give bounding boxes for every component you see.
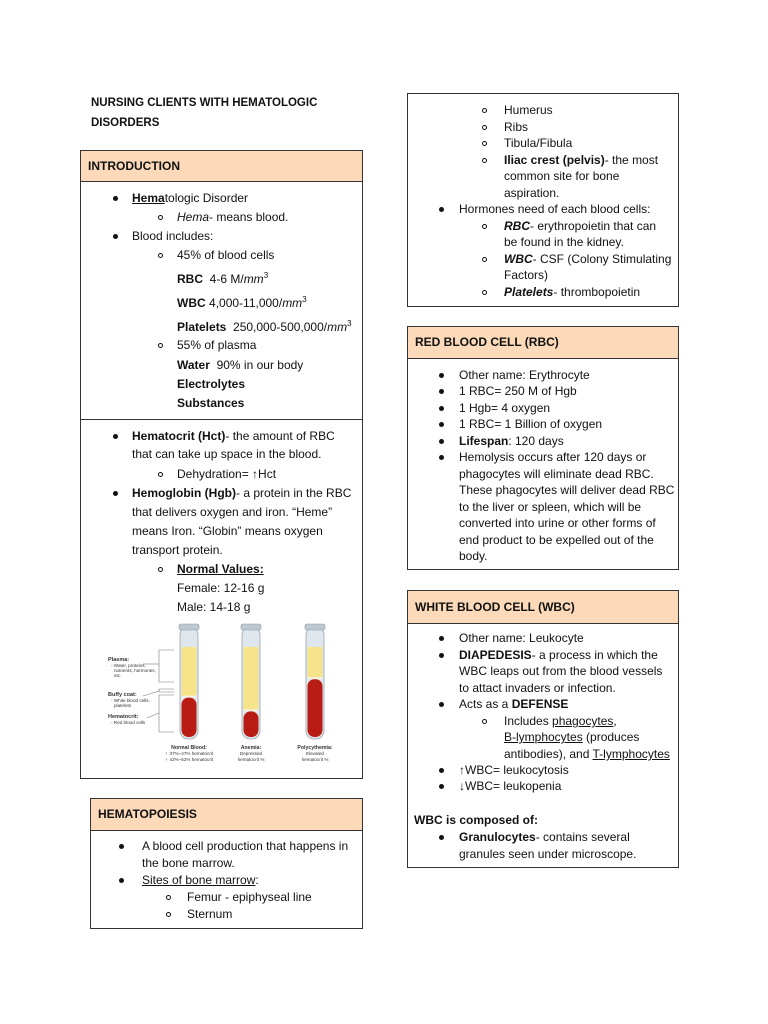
hema-def-rest: - means blood. <box>209 210 289 224</box>
blymph-line <box>504 730 639 744</box>
female-value: Female: 12-16 g <box>177 581 265 595</box>
hemolysis-line7: body. <box>459 549 488 563</box>
buffy-title: Buffy coat: <box>108 692 137 698</box>
cells-percentage: 45% of blood cells <box>177 248 275 262</box>
bullet-icon <box>113 434 118 439</box>
rbc-lifespan <box>459 434 564 448</box>
granulocytes-line2: granules seen under microscope. <box>459 847 637 861</box>
diapedesis-line1: - a process in which the <box>531 648 658 662</box>
ribs-item: Ribs <box>504 120 529 134</box>
buffy-desc-1: - White blood cells, <box>111 698 150 703</box>
rbc-fact-3: 1 RBC= 1 Billion of oxygen <box>459 417 603 431</box>
tube-cap-polycythemia <box>305 624 325 630</box>
granulocytes-line1: - contains several <box>535 830 630 844</box>
hematologic-disorder-item <box>132 191 248 205</box>
bullet-icon <box>119 844 124 849</box>
circle-bullet-icon <box>158 215 163 220</box>
bracket-lines <box>143 650 174 732</box>
hemolysis-line5: converted into urine or other forms of <box>459 516 656 530</box>
unit: mm <box>243 272 264 286</box>
rbc-hormone <box>504 219 656 233</box>
wbc-other-name: Other name: Leukocyte <box>459 631 584 645</box>
sites-of-bone-marrow <box>142 873 259 887</box>
rbc-hormone-term: RBC <box>504 219 530 233</box>
bullet-icon <box>113 196 118 201</box>
sites-colon: : <box>255 873 259 887</box>
granulocytes-term: Granulocytes <box>459 830 536 844</box>
tube-line-normal-2: ♂ 42%–52% hematocrit <box>164 757 214 762</box>
wbc-hormone-line1: - CSF (Colony Stimulating <box>532 252 672 266</box>
tube-line-polycythemia-2: hematocrit % <box>301 757 329 762</box>
bullet-icon <box>439 373 444 378</box>
bullet-icon <box>439 702 444 707</box>
circle-bullet-icon <box>482 108 487 113</box>
includes-item <box>504 714 617 728</box>
tube-cap-normal <box>179 624 199 630</box>
iliac-line2: common site for bone <box>504 169 620 183</box>
sternum-item: Sternum <box>187 907 233 921</box>
rbc-hormone-line2: be found in the kidney. <box>504 235 624 249</box>
dehydration-item: Dehydration= ↑Hct <box>177 467 277 481</box>
rbc-other-name: Other name: Erythrocyte <box>459 368 590 382</box>
hct-line1: - the amount of RBC <box>225 429 335 443</box>
hemolysis-line6: end product to be expelled out of the <box>459 533 654 547</box>
hema-def-term: Hema <box>177 210 210 224</box>
bullet-icon <box>439 455 444 460</box>
substances-item: Substances <box>177 396 245 410</box>
hematopoiesis-def-line1: A blood cell production that happens in <box>142 839 349 853</box>
bullet-icon <box>113 234 118 239</box>
platelets-hormone <box>504 285 640 299</box>
tibula-item: Tibula/Fibula <box>504 136 573 150</box>
plasma-desc-2: nutrients, hormones, <box>114 668 156 673</box>
hematopoiesis-continued-box <box>407 93 679 307</box>
bullet-icon <box>439 784 444 789</box>
wbc-header: WHITE BLOOD CELL (WBC) <box>408 591 678 624</box>
plasma-title: Plasma: <box>108 657 130 663</box>
platelets-hormone-term: Platelets <box>504 285 554 299</box>
figure-labels <box>108 657 333 762</box>
bullet-icon <box>439 207 444 212</box>
bullet-icon <box>439 768 444 773</box>
tube-buffy-anemia <box>244 709 259 711</box>
hgb-line1: - a protein in the RBC <box>235 486 352 500</box>
rbc-box <box>407 326 679 570</box>
male-value: Male: 14-18 g <box>177 600 251 614</box>
wbc-label: WBC <box>177 296 206 310</box>
hct-term: Hematocrit (Hct) <box>132 429 226 443</box>
hgb-line2: that delivers oxygen and iron. “Heme” <box>132 505 333 519</box>
unit-exponent: 3 <box>302 295 307 304</box>
circle-bullet-icon <box>166 895 171 900</box>
wbc-hormone-term: WBC <box>504 252 533 266</box>
circle-bullet-icon <box>158 343 163 348</box>
hematopoiesis-box <box>90 798 363 929</box>
circle-bullet-icon <box>482 257 487 262</box>
water-item <box>177 358 303 372</box>
tube-buffy-normal <box>182 696 197 698</box>
hgb-line3: means Iron. “Globin” means oxygen <box>132 524 323 538</box>
rbc-fact-1: 1 RBC= 250 M of Hgb <box>459 384 577 398</box>
platelet-count <box>177 319 352 334</box>
water-value: 90% in our body <box>216 358 304 372</box>
diapedesis-line2: WBC leaps out from the blood vessels <box>459 664 663 678</box>
wbc-hormone <box>504 252 671 266</box>
tlymph-line <box>504 747 670 761</box>
tube-line-anemia-1: Depressed <box>239 751 263 756</box>
bullet-icon <box>439 636 444 641</box>
t-lymphocytes-term: T-lymphocytes <box>592 747 670 761</box>
normal-values-heading: Normal Values: <box>177 562 264 576</box>
bullet-icon <box>439 439 444 444</box>
leukocytosis-item: ↑WBC= leukocytosis <box>459 763 569 777</box>
femur-item: Femur - epiphyseal line <box>187 890 312 904</box>
tube-plasma-polycythemia <box>308 647 323 679</box>
comma: , <box>613 714 617 728</box>
hematocrit-item <box>132 429 335 443</box>
hgb-term: Hemoglobin (Hgb) <box>132 486 236 500</box>
iliac-term: Iliac crest (pelvis) <box>504 153 605 167</box>
hemolysis-line1: Hemolysis occurs after 120 days or <box>459 450 647 464</box>
circle-bullet-icon <box>482 719 487 724</box>
tube-title-anemia: Anemia: <box>240 745 262 751</box>
tube-plasma-anemia <box>244 647 259 711</box>
tubes-group <box>179 624 325 739</box>
bullet-icon <box>439 653 444 658</box>
lifespan-rest: : 120 days <box>508 434 564 448</box>
circle-bullet-icon <box>158 472 163 477</box>
tube-rbc-anemia <box>244 711 259 737</box>
tube-title-polycythemia: Polycythemia: <box>297 745 333 751</box>
rbc-count <box>177 271 268 286</box>
platelets-hormone-line1: - thrombopoietin <box>553 285 641 299</box>
circle-bullet-icon <box>482 224 487 229</box>
circle-bullet-icon <box>482 290 487 295</box>
iliac-line3: aspiration. <box>504 186 560 200</box>
hemolysis-line2: phagocytes will eliminate dead RBC. <box>459 467 654 481</box>
tube-line-polycythemia-1: Elevated <box>306 751 324 756</box>
introduction-box <box>80 150 363 779</box>
diapedesis-item <box>459 648 658 662</box>
acts-as: Acts as a <box>459 697 512 711</box>
hormones-item: Hormones need of each blood cells: <box>459 202 651 216</box>
lifespan-term: Lifespan <box>459 434 509 448</box>
tube-buffy-polycythemia <box>308 677 323 679</box>
phagocytes-term: phagocytes <box>552 714 614 728</box>
tube-line-normal-1: ♀ 37%–47% hematocrit <box>164 751 214 756</box>
bullet-icon <box>439 389 444 394</box>
hema-rest: tologic Disorder <box>164 191 249 205</box>
humerus-item: Humerus <box>504 103 553 117</box>
tube-line-anemia-2: hematocrit % <box>237 757 265 762</box>
wbc-hormone-line2: Factors) <box>504 268 549 282</box>
antibodies-text: antibodies), and <box>504 747 593 761</box>
iliac-line1: - the most <box>604 153 659 167</box>
platelets-label: Platelets <box>177 320 227 334</box>
water-label: Water <box>177 358 210 372</box>
rbc-hormone-line1: - erythropoietin that can <box>530 219 657 233</box>
plasma-desc-1: - Water, proteins, <box>111 663 146 668</box>
wbc-value: 4,000-11,000/ <box>209 296 283 310</box>
unit: mm <box>327 320 348 334</box>
blood-includes: Blood includes: <box>132 229 214 243</box>
plasma-desc-3: etc. <box>114 673 122 678</box>
circle-bullet-icon <box>166 912 171 917</box>
document-title: NURSING CLIENTS WITH HEMATOLOGIC DISORDERS <box>91 97 318 129</box>
unit-exponent: 3 <box>263 271 269 280</box>
b-lymphocytes-term: B-lymphocytes <box>504 730 583 744</box>
tube-plasma-normal <box>182 647 197 698</box>
iliac-crest-item <box>504 153 658 167</box>
includes-label: Includes <box>504 714 553 728</box>
hematocrit-tubes-figure <box>103 619 343 769</box>
platelets-value: 250,000-500,000/ <box>233 320 328 334</box>
plasma-percentage: 55% of plasma <box>177 338 257 352</box>
hema-bold: Hema <box>132 191 165 205</box>
granulocytes-item <box>459 830 630 844</box>
tube-rbc-polycythemia <box>308 679 323 737</box>
wbc-composed-heading: WBC is composed of: <box>414 813 539 827</box>
hct-desc: - Red blood cells <box>111 720 146 725</box>
rbc-label: RBC <box>177 272 203 286</box>
circle-bullet-icon <box>482 141 487 146</box>
hema-definition <box>177 210 288 224</box>
rbc-header: RED BLOOD CELL (RBC) <box>408 327 678 359</box>
hemoglobin-item <box>132 486 351 500</box>
defense-term: DEFENSE <box>511 697 569 711</box>
tube-rbc-normal <box>182 698 197 737</box>
unit-exponent: 3 <box>347 319 352 328</box>
circle-bullet-icon <box>158 567 163 572</box>
electrolytes-item: Electrolytes <box>177 377 246 391</box>
hct-line2: that can take up space in the blood. <box>132 447 322 461</box>
sites-label: Sites of bone marrow <box>142 873 256 887</box>
bullet-icon <box>439 422 444 427</box>
bullet-icon <box>113 491 118 496</box>
rbc-value: 4-6 M/ <box>209 272 244 286</box>
buffy-desc-2: platelets <box>114 703 132 708</box>
intro-divider <box>81 419 362 420</box>
hct-title: Hematocrit: <box>108 714 139 720</box>
produces-text: (produces <box>582 730 640 744</box>
hematopoiesis-header: HEMATOPOIESIS <box>91 799 362 831</box>
diapedesis-line3: to attact invaders or infection. <box>459 681 616 695</box>
diapedesis-term: DIAPEDESIS <box>459 648 532 662</box>
hematopoiesis-def-line2: the bone marrow. <box>142 856 235 870</box>
tube-title-normal: Normal Blood: <box>171 745 207 751</box>
introduction-header: INTRODUCTION <box>81 151 362 182</box>
hgb-line4: transport protein. <box>132 543 223 557</box>
bullet-icon <box>119 878 124 883</box>
circle-bullet-icon <box>482 158 487 163</box>
bullet-icon <box>439 835 444 840</box>
circle-bullet-icon <box>482 125 487 130</box>
hemolysis-line3: These phagocytes will deliver dead RBC <box>459 483 675 497</box>
leukopenia-item: ↓WBC= leukopenia <box>459 779 562 793</box>
tube-cap-anemia <box>241 624 261 630</box>
bullet-icon <box>439 406 444 411</box>
rbc-fact-2: 1 Hgb= 4 oxygen <box>459 401 551 415</box>
wbc-box <box>407 590 679 868</box>
circle-bullet-icon <box>158 253 163 258</box>
defense-item <box>459 697 568 711</box>
hemolysis-line4: to the liver or spleen, which will be <box>459 500 642 514</box>
wbc-count <box>177 295 307 310</box>
unit: mm <box>282 296 303 310</box>
